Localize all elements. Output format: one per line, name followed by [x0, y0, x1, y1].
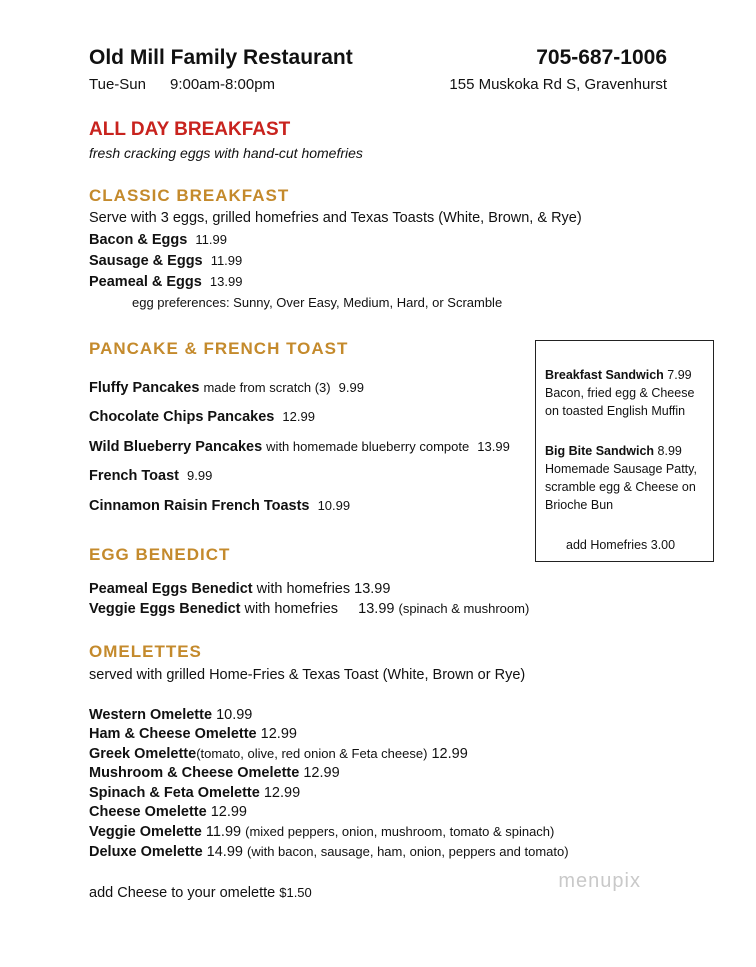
item-name: Breakfast Sandwich: [545, 368, 664, 382]
item-name: Peameal & Eggs: [89, 274, 202, 290]
phone-number: 705-687-1006: [536, 46, 667, 69]
item-name: Peameal Eggs Benedict: [89, 581, 253, 597]
menu-item: [89, 409, 315, 425]
opening-times: 9:00am-8:00pm: [169, 76, 276, 93]
menu-item: [89, 274, 242, 290]
item-extra: (spinach & mushroom): [398, 601, 530, 616]
menu-item: [89, 785, 300, 801]
menu-item: [89, 746, 468, 762]
add-cheese-price: $1.50: [279, 885, 312, 900]
item-price: 12.99: [303, 765, 340, 781]
item-price: 11.99: [210, 253, 243, 268]
menu-item: [89, 232, 227, 248]
item-price: 12.99: [260, 726, 297, 742]
item-name: Bacon & Eggs: [89, 232, 188, 248]
all-day-breakfast-title: ALL DAY BREAKFAST: [89, 119, 291, 140]
classic-breakfast-heading: CLASSIC BREAKFAST: [89, 186, 290, 205]
menu-item: [89, 707, 252, 723]
menupix-watermark: menupix: [558, 870, 641, 892]
egg-preferences-note: egg preferences: Sunny, Over Easy, Medium, Hard, or Scramble: [132, 295, 503, 310]
item-name: Ham & Cheese Omelette: [89, 726, 257, 742]
item-name: Chocolate Chips Pancakes: [89, 409, 275, 425]
item-price: 11.99: [195, 232, 227, 247]
item-name: Spinach & Feta Omelette: [89, 785, 260, 801]
item-price: 8.99: [657, 444, 682, 458]
item-name: Western Omelette: [89, 707, 213, 723]
item-name: Greek Omelette: [89, 746, 197, 762]
menu-item: [89, 601, 529, 617]
menu-item: [89, 726, 297, 742]
menu-item: [89, 253, 242, 269]
menu-item: [89, 844, 569, 860]
item-name: Cinnamon Raisin French Toasts: [89, 498, 310, 514]
add-homefries-note: add Homefries 3.00: [566, 538, 676, 552]
item-price: 9.99: [338, 380, 364, 395]
item-name: Veggie Omelette: [89, 824, 202, 840]
item-extra: (with bacon, sausage, ham, onion, peppers and tomato): [247, 844, 569, 859]
item-price: 12.99: [282, 409, 315, 424]
menu-item: [89, 804, 247, 820]
item-desc: with homefries: [256, 581, 351, 597]
item-name: French Toast: [89, 468, 179, 484]
omelettes-description: served with grilled Home-Fries & Texas Toast (White, Brown or Rye): [89, 667, 526, 683]
omelettes-heading: OMELETTES: [89, 642, 202, 661]
pancake-french-toast-heading: PANCAKE & FRENCH TOAST: [89, 339, 349, 358]
add-cheese-note: [89, 885, 312, 901]
item-price: 10.99: [317, 498, 351, 513]
classic-breakfast-description: Serve with 3 eggs, grilled homefries and Texas Toasts (White, Brown, & Rye): [89, 210, 582, 226]
menu-item: [89, 581, 390, 597]
item-price: 12.99: [431, 746, 468, 762]
item-name: Deluxe Omelette: [89, 844, 203, 860]
menu-item: [89, 765, 340, 781]
item-price: 10.99: [216, 707, 253, 723]
item-price: 11.99: [205, 824, 242, 840]
item-name: Sausage & Eggs: [89, 253, 203, 269]
menu-item: [89, 824, 554, 840]
item-desc: with homemade blueberry compote: [266, 439, 470, 454]
egg-benedict-heading: EGG BENEDICT: [89, 545, 231, 564]
opening-days: Tue-Sun: [89, 76, 146, 93]
item-name: Fluffy Pancakes: [89, 380, 200, 396]
item-name: Veggie Eggs Benedict: [89, 601, 241, 617]
item-name: Big Bite Sandwich: [545, 444, 655, 458]
item-price: 7.99: [667, 368, 692, 382]
sandwich-item: [545, 366, 711, 420]
sandwich-item: [545, 442, 711, 514]
item-price: 12.99: [210, 804, 247, 820]
menu-item: [89, 468, 212, 484]
item-desc: Bacon, fried egg & Cheese on toasted English Muffin: [545, 386, 695, 418]
item-price: 13.99: [209, 274, 243, 289]
restaurant-name: Old Mill Family Restaurant: [89, 46, 353, 69]
menu-item: [89, 498, 350, 514]
item-price: 13.99: [354, 581, 391, 597]
item-name: Wild Blueberry Pancakes: [89, 439, 263, 455]
item-desc: Homemade Sausage Patty, scramble egg & Cheese on Brioche Bun: [545, 462, 697, 512]
item-name: Cheese Omelette: [89, 804, 207, 820]
opening-hours: [89, 76, 275, 93]
item-price: 13.99: [358, 601, 395, 617]
item-extra: (tomato, olive, red onion & Feta cheese): [196, 746, 428, 761]
item-desc: with homefries: [244, 601, 339, 617]
menu-item: [89, 380, 364, 396]
sandwich-box: [535, 340, 714, 562]
all-day-breakfast-subtitle: fresh cracking eggs with hand-cut homefries: [89, 145, 363, 161]
item-name: Mushroom & Cheese Omelette: [89, 765, 300, 781]
item-desc: made from scratch (3): [203, 380, 331, 395]
item-price: 13.99: [477, 439, 510, 454]
item-price: 9.99: [187, 468, 213, 483]
item-price: 14.99: [206, 844, 243, 860]
item-extra: (mixed peppers, onion, mushroom, tomato & spinach): [245, 824, 555, 839]
menu-item: [89, 439, 510, 455]
item-price: 12.99: [263, 785, 301, 801]
add-cheese-label: add Cheese to your omelette: [89, 885, 276, 901]
address: 155 Muskoka Rd S, Gravenhurst: [449, 76, 667, 93]
